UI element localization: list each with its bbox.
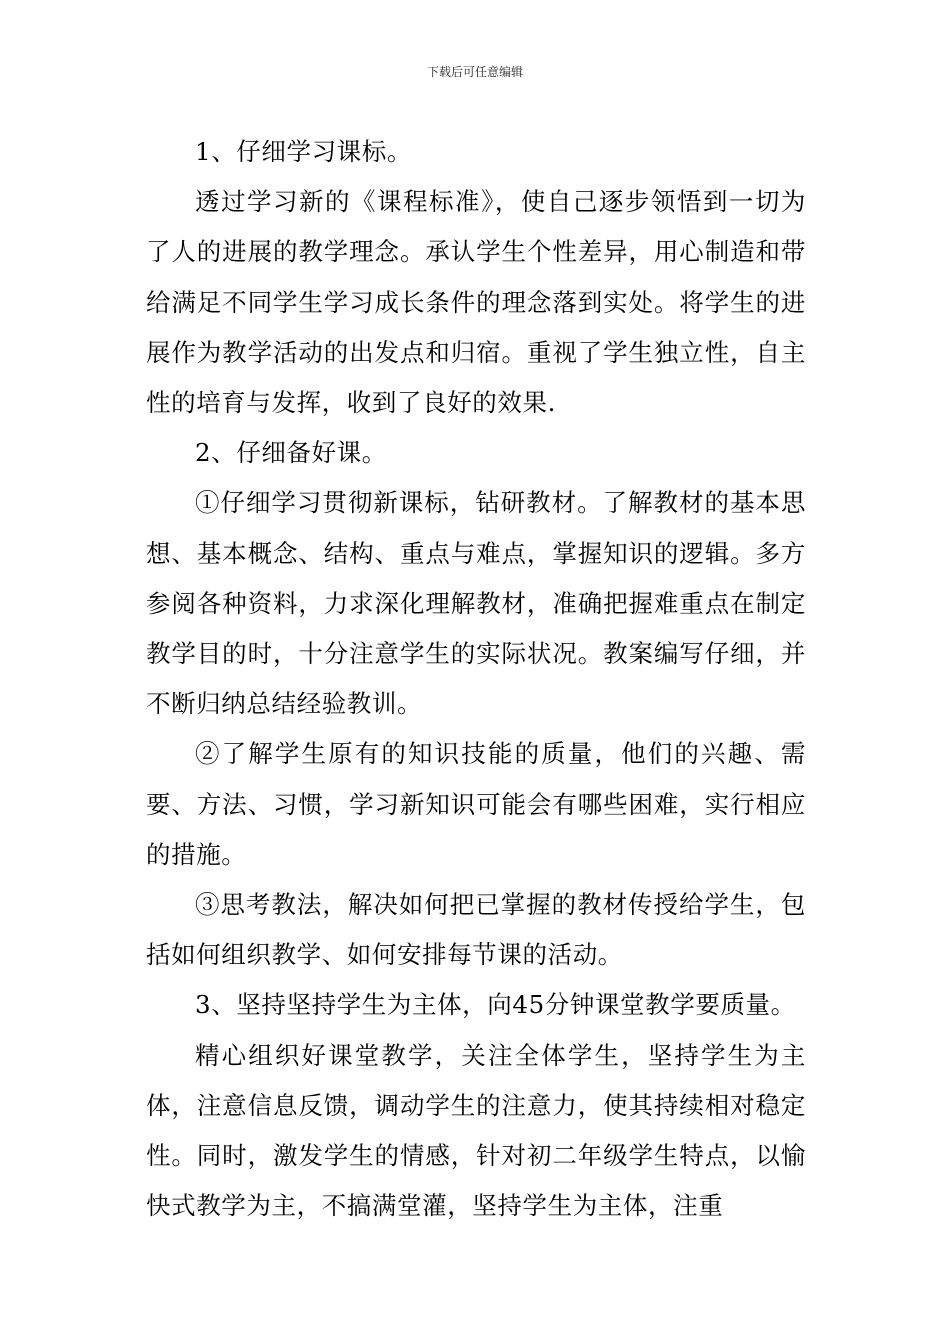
paragraph-classroom-organization: 精心组织好课堂教学，关注全体学生，坚持学生为主体，注意信息反馈，调动学生的注意力，使其持续相对稳定性。同时，激发学生的情感，针对初二年级学生特点，以愉快式教学为主，不搞满堂灌，坚持学生为主体，注重 (146, 1040, 806, 1221)
paragraph-teaching-methods: ③思考教法，解决如何把已掌握的教材传授给学生，包括如何组织教学、如何安排每节课的活动。 (146, 890, 806, 970)
paragraph-curriculum-standard: 透过学习新的《课程标准》，使自己逐步领悟到一切为了人的进展的教学理念。承认学生个性差异，用心制造和带给满足不同学生学习成长条件的理念落到实处。将学生的进展作为教学活动的出发点和归宿。重视了学生独立性，自主性的培育与发挥，收到了良好的效果. (146, 187, 806, 418)
heading-study-curriculum: 1、仔细学习课标。 (195, 137, 412, 166)
paragraph-understand-students: ②了解学生原有的知识技能的质量，他们的兴趣、需要、方法、习惯，学习新知识可能会有哪些困难，实行相应的措施。 (146, 739, 806, 869)
heading-prepare-lessons: 2、仔细备好课。 (195, 438, 387, 468)
paragraph-study-textbook: ①仔细学习贯彻新课标，钻研教材。了解教材的基本思想、基本概念、结构、重点与难点，掌握知识的逻辑。多方参阅各种资料，力求深化理解教材，准确把握难重点在制定教学目的时，十分注意学生的实际状况。教案编写仔细，并不断归纳总结经验教训。 (146, 488, 806, 719)
document-body (146, 127, 806, 1231)
page-header-note: 下载后可任意编辑 (426, 65, 523, 79)
heading-student-centered: 3、坚持坚持学生为主体，向45分钟课堂教学要质量。 (195, 990, 796, 1020)
